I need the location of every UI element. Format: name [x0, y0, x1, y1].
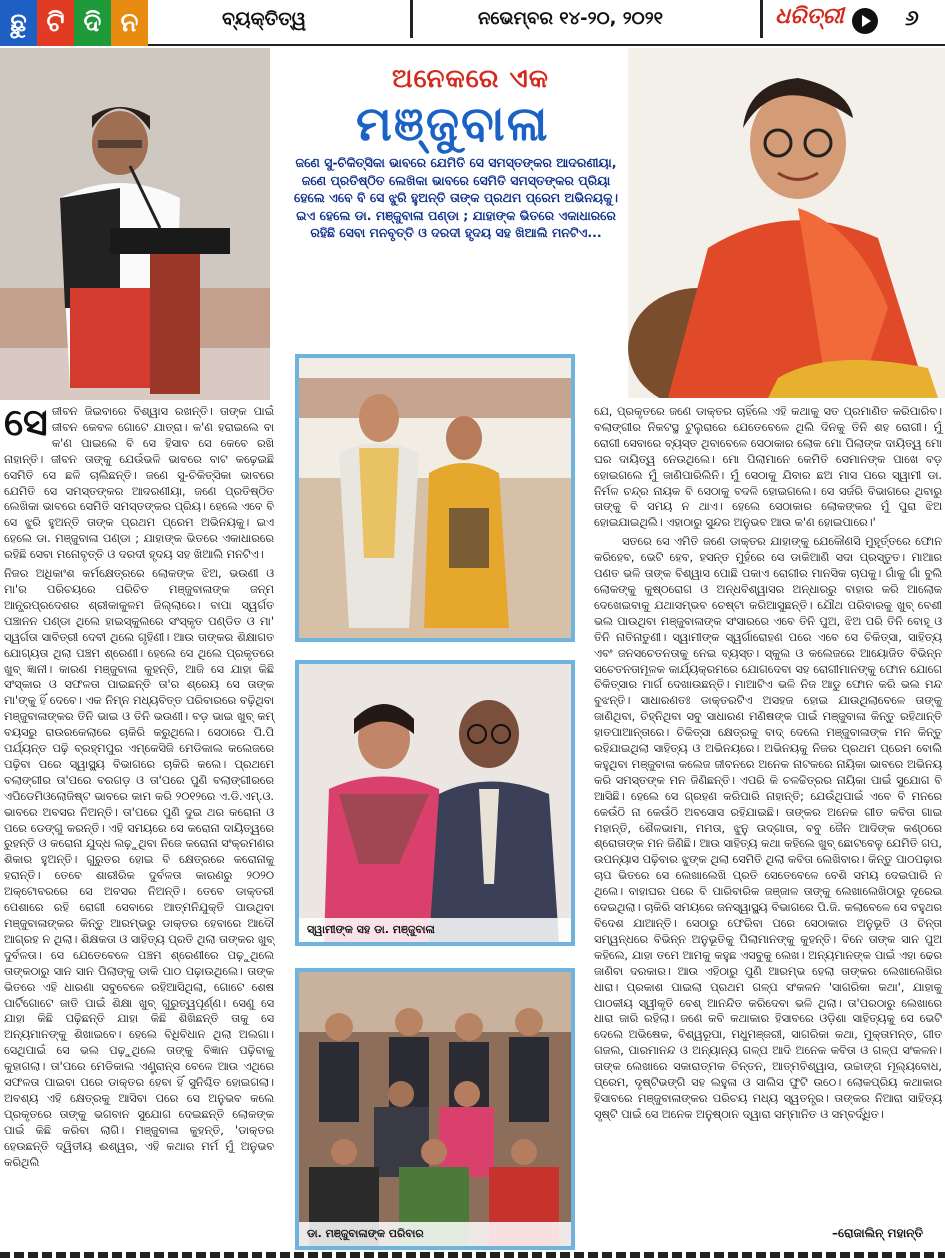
photo-award-ceremony — [295, 354, 575, 642]
section-title: ବ୍ୟକ୍ତିତ୍ୱ — [222, 8, 307, 30]
logo-letter: ଦି — [74, 0, 111, 46]
author-byline: –ରୋଜାଲିନ୍ ମହାନ୍ତି — [832, 1226, 923, 1240]
paragraph: ନିଜର ଅଧିକାଂଶ କର୍ମକ୍ଷେତ୍ରରେ ଲୋକଙ୍କ ଝିଅ, ଭଉଣୀ ଓ ମା'ର ପରିଚୟରେ ପରିଚିତ ମଞ୍ଜୁବାଳାଙ୍କ ଜନ୍ମ ଆନ୍ଧ୍ରପ୍ରଦେଶର ଶ୍ରୀକାକୁଳମ ଜିଲ୍ଲାରେ। ବାପା ସ୍ୱର୍ଗତ ପଞ୍ଚାନନ ପଣ୍ଡା ଥିଲେ ହାଇସ୍କୁଲରେ ସଂସ୍କୃତ ପଣ୍ଡିତ ଓ ମା' ସ୍ୱର୍ଗତା ସାବିତ୍ରୀ ଦେବୀ ଥିଲେ ଗୃହିଣୀ। ଆଉ ତାଙ୍କର ଶିକ୍ଷାଗତ ଯୋଗ୍ୟତା ଥିଲା ପଞ୍ଚମ ଶ୍ରେଣୀ। ହେଲେ ସେ ଥିଲେ ପ୍ରକୃତରେ ଖୁବ୍ ଜ୍ଞାନୀ। କାରଣ ମଞ୍ଜୁବାଳା କୁହନ୍ତି, ଆଜି ସେ ଯାହା କିଛି ସଂସ୍କାର ଓ ସଫଳତା ପାଇଛନ୍ତି ତା'ର ଶ୍ରେୟ ସେ ତାଙ୍କ ମା'ଙ୍କୁ ହିଁ ଦେବେ। ଏକ ନିମ୍ନ ମଧ୍ୟବିତ୍ତ ପରିବାରରେ ବଢ଼ିଥିବା ମଞ୍ଜୁବାଳାଙ୍କର ତିନି ଭାଇ ଓ ତିନି ଭଉଣୀ। ବଡ଼ ଭାଇ ଖୁବ୍ କମ୍ ବୟସରୁ ରାଉରକେଲାରେ ଚାକିରି କରୁଥିଲେ। ସେଠାରେ ପି.ପି ପର୍ଯ୍ୟନ୍ତ ପଢ଼ି ବ୍ରହ୍ମପୁର ଏମ୍‌କେସିଜି ମେଡିକାଲ କଲେଜରେ ପଢ଼ିବା ପରେ ସ୍ୱାସ୍ଥ୍ୟ ବିଭାଗରେ ଚାକିରି କଲେ। ପ୍ରଥମେ ବଲାଙ୍ଗୀର ତା'ପରେ ବରଗଡ଼ ଓ ତା'ପରେ ପୁଣି ବଲାଙ୍ଗୀରରେ ଏପିଡେମିଓଲୋଜିଷ୍ଟ ଭାବରେ କାମ କରି ୨୦୧୨ରେ ଏ.ଡି.ଏମ୍.ଓ. ଭାବରେ ଅବସର ନିଅନ୍ତି। ତା'ପରେ ପୁଣି ଦୁଇ ଥର କରୋନା ଓ ପରେ ଡେଙ୍ଗୁ କରନ୍ତି। ଏହି ସମୟରେ ସେ କରୋନା ଦାୟିତ୍ୱରେ ରୁହନ୍ତି ଓ କରୋନା ଯୁଦ୍ଧ ଲଢ଼ୁଥିବା ନିଜେ କରୋନା ସଂକ୍ରମଣର ଶିକାର ହୁଅନ୍ତି। ଗୁରୁତର ହୋଇ ବି କ୍ଷେତ୍ରରେ କରୋନାକୁ ହରାନ୍ତି। ତେବେ ଶାରୀରିକ ଦୁର୍ବଳତା କାରଣରୁ ୨୦୨୦ ଅକ୍ଟୋବରରେ ସେ ଅବସର ନିଅନ୍ତି। ତେବେ ଡାକ୍ତରୀ ପେଶାରେ ରହି ରୋଗୀ ସେବାରେ ଆତ୍ମନିଯୁକ୍ତି ପାଉଥିବା ମଞ୍ଜୁବାଳାଙ୍କର କିନ୍ତୁ ଆରମ୍ଭରୁ ଡାକ୍ତର ହେବାରେ ଆଦୌ ଆଗ୍ରହ ନ ଥିଲା। ଶିକ୍ଷକତା ଓ ସାହିତ୍ୟ ପ୍ରତି ଥିଲା ତାଙ୍କର ଖୁବ୍ ଦୁର୍ବଳତା। ସେ ଯେତେବେଳେ ପଞ୍ଚମ ଶ୍ରେଣୀରେ ପଢ଼ୁଥିଲେ ତାଙ୍କଠାରୁ ସାନ ସାନ ପିଲାଙ୍କୁ ଡାକି ପାଠ ପଢ଼ାଉଥିଲେ। ତାଙ୍କ ଭିତରେ ଏହି ଧାରଣା ସବୁବେଳେ ରହିଆସିଥିଲା, ଗୋଟେ ଶେଷ ପାର୍ଟିଗୋଟେ ଜାତି ପାଇଁ ଶିକ୍ଷା ଖୁବ୍ ଗୁରୁତ୍ୱପୂର୍ଣ୍ଣ। ସେଣୁ ସେ ଯାହା କିଛି ପଢ଼ିଛନ୍ତି ଯାହା କିଛି ଶିଖିଛନ୍ତି ତାକୁ ସେ ଅନ୍ୟମାନଙ୍କୁ ଶିଖାଇବେ। ହେଲେ ବିଧିବିଧାନ ଥିଲା ଅଲଗା। ସେଥିପାଇଁ ସେ ଭଲ ପଢ଼ୁଥିଲେ ତାଙ୍କୁ ବିଜ୍ଞାନ ପଢ଼ିବାକୁ କୁହାଗଲା। ତା'ପରେ ମେଡିକାଲ ଏଣ୍ଟ୍ରାନ୍ସ ବେଳେ ଆଉ ଏଥିରେ ସଫଳତା ପାଇବା ପରେ ଡାକ୍ତର ହେବା ହିଁ ସୁନିଶ୍ଚିତ ହୋଇଗଲା। ଅବଶ୍ୟ ଏହି କ୍ଷେତ୍ରକୁ ଆସିବା ପରେ ସେ ଅନୁଭବ କଲେ ପ୍ରକୃତରେ ତାଙ୍କୁ ଭଗବାନ ସୁଯୋଗ ଦେଇଛନ୍ତି ଲୋକଙ୍କ ପାଇଁ କିଛି କରିବା ଲାଗି। ମଞ୍ଜୁବାଳା କୁହନ୍ତି, 'ଡାକ୍ତର ହେଉଛନ୍ତି ଦ୍ୱିତୀୟ ଈଶ୍ୱର, ଏହି କଥାର ମର୍ମ ମୁଁ ଅନୁଭବ କରିଥିଲି — [4, 567, 274, 1169]
divider — [410, 0, 413, 38]
brand-logo: ଧରିତ୍ରୀ — [775, 4, 844, 29]
photo-portrait — [628, 48, 945, 398]
page-number: ୬ — [905, 6, 919, 31]
paragraph: ସତରେ ସେ ଏମିତି ଜଣେ ଡାକ୍ତର ଯାହାଙ୍କୁ ଯେକୌଣସି ମୁହୂର୍ତ୍ତରେ ଫୋନ କରିହେବ, ଭେଟି ହେବ, ହସନ୍ତ ମୁହଁରେ ସେ ଡାକିଆଣି ସଦା ପ୍ରସ୍ତୁତ। ମାଆର ପଣତ ଭଳି ତାଙ୍କ ବିଶ୍ୱାସ ପୋଛି ପକାଏ ରୋଗୀର ମାନସିକ ଚାପକୁ। ଗାଁକୁ ଗାଁ ବୁଲି ଲୋକଙ୍କୁ କୁଷ୍ଠରୋଗ ଓ ଅନ୍ଧବିଶ୍ୱାସର ଅନ୍ଧାରରୁ ବାହାର କରି ଆଲୋକ ଦେଖେଇବାକୁ ଯଥାସମ୍ଭବ ଚେଷ୍ଟା କରିଆସୁଛନ୍ତି। ଯୌଥ ପରିବାରକୁ ଖୁବ୍ ବେଶୀ ଭଲ ପାଉଥିବା ମଞ୍ଜୁବାଳାଙ୍କ ସଂସାରରେ ଏବେ ତିନି ପୁଅ, ଝିଅ ପରି ତିନି ବୋହୂ ଓ ତିନି ନାତିନାତୁଣୀ। ସ୍ୱାମୀଙ୍କ ସ୍ୱର୍ଗାରୋହଣ ପରେ ଏବେ ସେ ଚିକିତ୍ସା, ସାହିତ୍ୟ ଏବଂ ଜନସଚେତନତାକୁ ନେଇ ବ୍ୟସ୍ତ। ସ୍କୁଲ ଓ କଲେଜରେ ଆୟୋଜିତ ବିଭିନ୍ନ ସଚେତନତାମୂଳକ କାର୍ଯ୍ୟକ୍ରମରେ ଯୋଗଦେବା ସହ ରୋଗୀମାନଙ୍କୁ ଫୋନ ଯୋଗେ ଚିକିତ୍ସାର ମାର୍ଗ ଦେଖାଉଛନ୍ତି। ମାଆଟିଏ ଭଳି ନିଜ ଆଡୁ ଫୋନ କରି ଭଲ ମନ୍ଦ ବୁଝନ୍ତି। ସାଧାରଣତଃ ଡାକ୍ତରଟିଏ ଅସହଜ ହୋଇ ଯାଉଥିଲାବେଳେ ତାଙ୍କୁ ଜାଣିଥିବା, ଚିହ୍ନିଥିବା ସବୁ ସାଧାରଣ ମଣିଷଙ୍କ ପାଇଁ ମଞ୍ଜୁବାଳା କିନ୍ତୁ ରହିଥାନ୍ତି ହାତପାଆନ୍ତାରେ। ଚିକିତ୍ସା କ୍ଷେତ୍ରକୁ ବାଦ୍ ଦେଲେ ମଞ୍ଜୁବାଳାଙ୍କ ମନ କିନ୍ତୁ ରହିଯାଇଥିଲା ସାହିତ୍ୟ ଓ ଅଭିନୟରେ। ଅଭିନୟକୁ ନିଜର ପ୍ରଥମ ପ୍ରେମ ବୋଲି କହୁଥିବା ମଞ୍ଜୁବାଳା କଲେଜ ଜୀବନରେ ଅନେକ ନାଟକରେ ନାୟିକା ଭାବରେ ଅଭିନୟ କରି ସମସ୍ତଙ୍କ ମନ ଜିଣିଛନ୍ତି। ଏପରି କି ଚଳଚ୍ଚିତ୍ରର ନାୟିକା ପାଇଁ ସୁଯୋଗ ବି ଆସିଛି। ହେଲେ ସେ ଗ୍ରହଣ କରିପାରି ନାହାନ୍ତି; ଯେଉଁଥିପାଇଁ ଏବେ ବି ମନରେ କେଉଁଠି ନା କେଉଁଠି ଅବସୋସ ରହିଯାଇଛି। ତାଙ୍କର ଅନେକ ଗୀତ କବିତା ଗାଇ ମହାନ୍ତି, ଶୈଳଭାମା, ମମତା, ଝୁନୁ ଉଦ୍ଗାତା, ବବୁ ଜୈନ ଆଦିଙ୍କ କଣ୍ଠରେ ଶ୍ରୋତାଙ୍କ ମନ ଜିଣିଛି। ଆଉ ସାହିତ୍ୟ କଥା କହିଲେ ଖୁବ୍ ଛୋଟବେଳୁ ଯେମିତି ଗପ, ଉପନ୍ୟାସ ପଢ଼ିବାର ଝୁଙ୍କ ଥିଲା ସେମିତି ଥିଲା କବିତା ଲେଖିବାର। କିନ୍ତୁ ପାଠପଢ଼ାର ଚାପ ଭିତରେ ସେ ଲେଖାଲେଖି ପ୍ରତି ସେତେବେଳେ ବେଶି ସମୟ ଦେଇପାରି ନ ଥିଲେ। ବାହାଘର ପରେ ବି ପାରିବାରିକ ଜଞ୍ଜାଳ ତାଙ୍କୁ ଲେଖାଲେଖିଠାରୁ ଦୂରେଇ ଦେଇଥିଲା। ଚାକିରି ସମୟରେ ଜନସ୍ୱାସ୍ଥ୍ୟ ବିଭାଗରେ ପି.ଜି. କଲାବେଳେ ସେ ବହୁଥର ବିଦେଶ ଯାଆନ୍ତି। ସେଠାରୁ ଫେରିବା ପରେ ସେଠାକାର ଅନୁଭୂତି ଓ ଚିନ୍ତା ସମ୍ୱନ୍ଧରେ ବିଭିନ୍ନ ଅନୁଭୂତିକୁ ପିଲାମାନଙ୍କୁ କୁହନ୍ତି। ବିନେ ତାଙ୍କ ସାନ ପୁଅ କହିଲେ, ଯାହା ତମେ ଆମକୁ କହୁଛ ଏସବୁକୁ ଲେଖ। ଅନ୍ୟମାନଙ୍କ ପାଇଁ ଏହା ଢେର ଜାଣିବା ଦରକାର। ଆଉ ଏହିଠାରୁ ପୁଣି ଆରମ୍ଭ ହେଲା ତାଙ୍କର ଲେଖାଲେଖିର ଧାରା। ପ୍ରକାଶ ପାଇଲା ପ୍ରଥମ ଗଳ୍ପ ସଂକଳନ 'ସାଗରିକା କଥା', ଯାହାକୁ ପାଠକୀୟ ସ୍ୱୀକୃତି ବେଶ୍ ଆନନ୍ଦିତ କରିଦେବା ଭଳି ଥିଲା। ତା'ପରଠାରୁ ଲେଖାରେ ଧାରା ଜାରି ରହିଲା। ଜଣେ କବି କଥାକାର ହିସାବରେ ଓଡ଼ିଶା ସାହିତ୍ୟକୁ ସେ ଭେଟି ଦେଲେ ଅଭିଷେକ, ବିଶ୍ୱରୂପା, ମଧୁମଞ୍ଜରୀ, ସାଗରିକା କଥା, ମୁକ୍ତାମନ୍ତ, ଗୀତ ଗଜଲ, ପାରମାନନ୍ଦ ଓ ଅନ୍ୟାନ୍ୟ ଗଳ୍ପ ଆଦି ଅନେକ କବିତା ଓ ଗଳ୍ପ ସଂକଳନ। ତାଙ୍କ ଲେଖାରେ ସକାରାତ୍ମକ ଚିନ୍ତନ, ଆତ୍ମବିଶ୍ୱାସ, ଉଚ୍ଚାଙ୍ଗ ମୂଲ୍ୟବୋଧ, ପ୍ରେମ, ଦୃଷ୍ଟିଭଙ୍ଗି ସହ ଲହୁଳା ଓ ସାଲିସ ଫୁଟି ଉଠେ। ଲୋକପ୍ରିୟ କଥାକାର ହିସାବରେ ମଞ୍ଜୁବାଳାଙ୍କର ପରିଚୟ ମଧ୍ୟ ସ୍ୱତନ୍ତ୍ର। ତାଙ୍କର ନିଆରା ସାହିତ୍ୟ ସୃଷ୍ଟି ପାଇଁ ସେ ଅନେକ ଅନୁଷ୍ଠାନ ଦ୍ୱାରା ସମ୍ମାନିତ ଓ ସମ୍ବର୍ଦ୍ଧିତ। — [594, 535, 942, 1121]
page-header — [0, 0, 945, 46]
issue-date: ନଭେମ୍ବର ୧୪-୨୦, ୨୦୨୧ — [478, 8, 664, 29]
drop-cap: ସେ — [4, 400, 48, 444]
headline: ମଞ୍ଜୁବାଳା — [356, 96, 550, 152]
paragraph: ଜୀବନ ଜିଇବାରେ ବିଶ୍ୱାସ ରଖନ୍ତି। ତାଙ୍କ ପାଇଁ ଜୀବନ କେବଳ ଗୋଟେ ଯାତ୍ରା। କ'ଣ ହରାଇଲେ ବା କ'ଣ ପାଇଲେ ବି ସେ ହିସାବ ସେ କେବେ ରଖି ନାହାନ୍ତି। ଜୀବନ ତାଙ୍କୁ ଯେଉଁଭଳି ଭାବରେ ବାଟ କଢ଼େଇଛି ସେମିତି ସେ ଛଳି ଚାଲିଛନ୍ତି। ଜଣେ ସୁ-ଚିକିତ୍ସିକା ଭାବରେ ଯେମିତି ସେ ସମସ୍ତଙ୍କର ଆଦରଣୀୟା, ଜଣେ ପ୍ରତିଷ୍ଠିତ ଲେଖିକା ଭାବରେ ସେମିତି ସମସ୍ତଙ୍କର ପ୍ରିୟ। ହେଲେ ଏବେ ବି ସେ ଝୁରି ହୁଅନ୍ତି ତାଙ୍କ ପ୍ରଥମ ପ୍ରେମ ଅଭିନୟକୁ। ଇଏ ହେଲେ ଡା. ମଞ୍ଜୁବାଳା ପଣ୍ଡା ; ଯାହାଙ୍କ ଭିତରେ ଏକାଧାରରେ ରହିଛି ସେବା ମନୋବୃତ୍ତି ଓ ଦରଦୀ ହୃଦୟ ସହ ଖିଆଲି ମନଟିଏ। — [4, 405, 274, 562]
logo-letter: ଛୁ — [0, 0, 37, 46]
play-icon — [852, 8, 878, 34]
photo-couple — [295, 660, 575, 946]
logo-letter: ନ — [111, 0, 148, 46]
standfirst: ଜଣେ ସୁ-ଚିକିତ୍ସିକା ଭାବରେ ଯେମିତି ସେ ସମସ୍ତଙ୍କର ଆଦରଣୀୟା, ଜଣେ ପ୍ରତିଷ୍ଠିତ ଲେଖିକା ଭାବରେ ସେମିତି ସମସ୍ତଙ୍କର ପ୍ରିୟା ହେଲେ ଏବେ ବି ସେ ଝୁରି ହୁଅନ୍ତି ତାଙ୍କ ପ୍ରଥମ ପ୍ରେମ ଅଭିନୟକୁ। ଇଏ ହେଲେ ଡା. ମଞ୍ଜୁବାଳା ପଣ୍ଡା ; ଯାହାଙ୍କ ଭିତରେ ଏକାଧାରରେ ରହିଛି ସେବା ମନବୃତ୍ତି ଓ ଦରଦୀ ହୃଦୟ ସହ ଖିଆଲି ମନଟିଏ... — [294, 155, 618, 240]
article-column-left — [4, 400, 274, 1174]
divider — [760, 0, 763, 38]
paragraph: ଯେ, ପ୍ରକୃତରେ ଜଣେ ଡାକ୍ତର ଚାହିଁଲେ ଏହି କଥାକୁ ସତ ପ୍ରମାଣିତ କରିପାରିବ। ବଲାଙ୍ଗୀର ନିକଟସ୍ଥ ଟୁଲୁରାରେ ଯେତେବେଳେ ଥିଲି ଦିନକୁ ତିନି ଶହ ରୋଗୀ। ମୁଁ ରୋଗୀ ସେବାରେ ବ୍ୟସ୍ତ ଥିବାବେଳେ ସେଠାକାର ଲୋକ ମୋ ପିଲାଙ୍କ ଦାୟିତ୍ୱ ମୋ ଘର ଦାୟିତ୍ୱ ନେଉଥିଲେ। ମୋ ପିଲାମାନେ କେମିତି ସେମାନଙ୍କ ପାଖେ ବଡ଼ ହୋଇଗଲେ ମୁଁ ଜାଣିପାରିଲିନି। ମୁଁ ସେଠାକୁ ଯିବାର ଛଅ ମାସ ପରେ ସ୍ୱାମୀ ଡା. ନିର୍ମଳ ଚନ୍ଦ୍ର ନାୟକ ବି ସେଠାକୁ ବଦଳି ହୋଇଗଲେ। ସେ ସର୍ଜରି ବିଭାଗରେ ଥିବାରୁ ତାଙ୍କୁ ବି ସମୟ ନ ଥାଏ। ହେଲେ ସେଠାକାର ଲୋକଙ୍କର ମୁଁ ପୁରା ଝିଅ ହୋଇଯାଇଥିଲି। ଏହାଠାରୁ ସୁନ୍ଦର ଅନୁଭବ ଆଉ କ'ଣ ହୋଇପାରେ।' — [594, 405, 942, 530]
newspaper-logo — [0, 0, 148, 46]
page-footer-rule — [0, 1252, 945, 1258]
headline-kicker: ଅନେକରେ ଏକ — [392, 64, 549, 94]
photo-family — [295, 968, 575, 1250]
article-column-right — [594, 404, 942, 1126]
photo-caption: ସ୍ୱାମୀଙ୍କ ସହ ଡା. ମଞ୍ଜୁବାଳା — [299, 918, 571, 942]
logo-letter: ଟି — [37, 0, 74, 46]
photo-speaking-at-podium — [0, 48, 270, 400]
photo-caption: ଡା. ମଞ୍ଜୁବାଳାଙ୍କ ପରିବାର — [299, 1222, 571, 1246]
